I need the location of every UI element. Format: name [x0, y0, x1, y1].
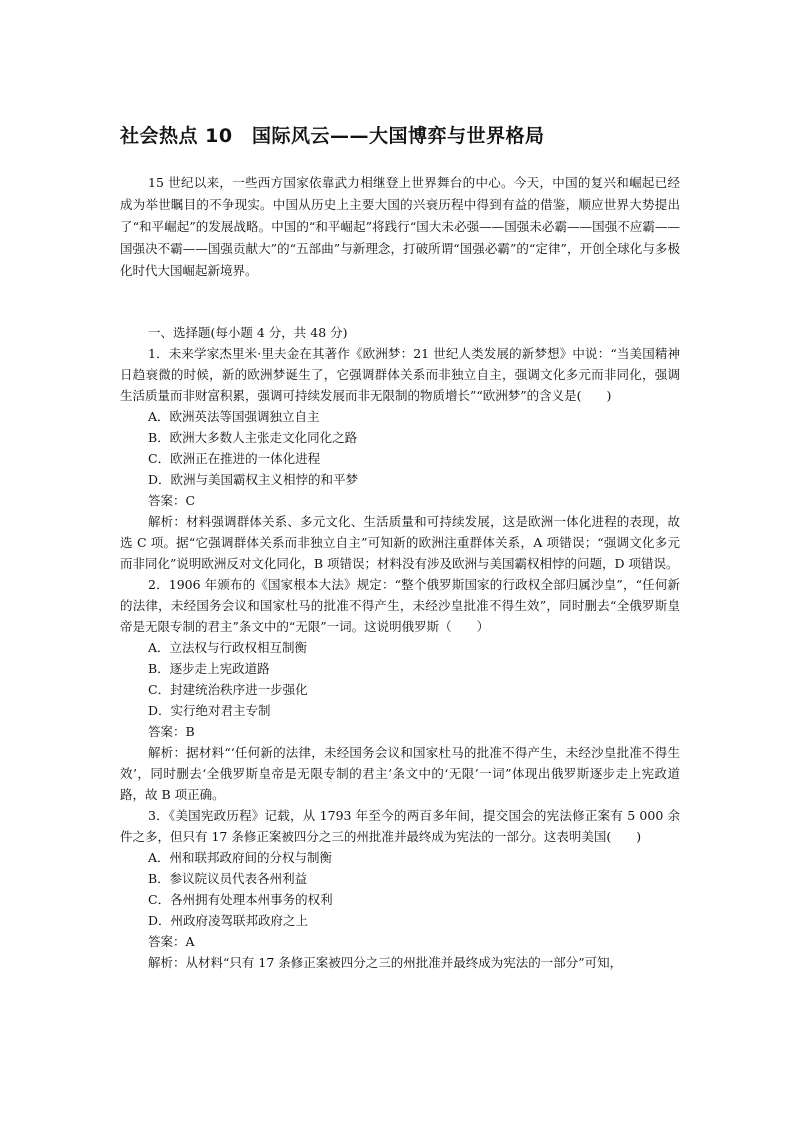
analysis: 解析：从材料“只有 17 条修正案被四分之三的州批准并最终成为宪法的一部分”可知， — [148, 955, 623, 970]
option-d: D．州政府凌驾联邦政府之上 — [148, 913, 309, 928]
option-a: A．州和联邦政府间的分权与制衡 — [148, 850, 333, 865]
section-heading: 一、选择题(每小题 4 分，共 48 分) — [148, 325, 348, 340]
question-1 — [120, 343, 680, 574]
question-stem: 2．1906 年颁布的《国家根本大法》规定：“整个俄罗斯国家的行政权全部归属沙皇”，“任何新的法律，未经国务会议和国家杜马的批准不得产生，未经沙皇批准不得生效”，同时删去“全俄罗斯皇帝是无限专制的君主”条文中的“无限”一词。这说明俄罗斯（ ） — [120, 577, 680, 634]
question-stem: 3．《美国宪政历程》记载，从 1793 年至今的两百多年间，提交国会的宪法修正案有 5 000 余件之多，但只有 17 条修正案被四分之三的州批准并最终成为宪法的一部分。这表明美国( ) — [120, 808, 680, 844]
option-a: A．欧洲英法等国强调独立自主 — [148, 409, 320, 424]
option-a: A．立法权与行政权相互制衡 — [148, 640, 308, 655]
option-b: B．逐步走上宪政道路 — [148, 661, 270, 676]
option-d: D．实行绝对君主专制 — [148, 703, 271, 718]
option-b: B．欧洲大多数人主张走文化同化之路 — [148, 430, 358, 445]
page-title: 社会热点 10 国际风云——大国博弈与世界格局 — [120, 125, 545, 147]
answer: 答案：C — [148, 493, 196, 508]
intro-paragraph: 15 世纪以来，一些西方国家依靠武力相继登上世界舞台的中心。今天，中国的复兴和崛起已经成为举世瞩目的不争现实。中国从历史上主要大国的兴衰历程中得到有益的借鉴，顺应世界大势提出了“和平崛起”的发展战略。中国的“和平崛起”将践行“国大未必强——国强未必霸——国强不应霸——国强决不霸——国强贡献大”的“五部曲”与新理念，打破所谓“国强必霸”的“定律”，开创全球化与多极化时代大国崛起新境界。 — [120, 175, 680, 278]
analysis: 解析：据材料“‘任何新的法律，未经国务会议和国家杜马的批准不得产生，未经沙皇批准不得生效’，同时删去‘全俄罗斯皇帝是无限专制的君主’条文中的‘无限’一词”体现出俄罗斯逐步走上宪政道路，故 B 项正确。 — [120, 745, 680, 802]
question-stem: 1．未来学家杰里米·里夫金在其著作《欧洲梦：21 世纪人类发展的新梦想》中说：“当美国精神日趋衰微的时候，新的欧洲梦诞生了，它强调群体关系而非独立自主，强调文化多元而非同化，强调生活质量而非财富积累，强调可持续发展而非无限制的物质增长”“欧洲梦”的含义是( ) — [120, 346, 680, 403]
question-3 — [120, 805, 680, 973]
document-page — [120, 122, 680, 973]
spacer — [120, 282, 680, 322]
question-2 — [120, 574, 680, 805]
option-c: C．各州拥有处理本州事务的权利 — [148, 892, 333, 907]
option-c: C．封建统治秩序进一步强化 — [148, 682, 308, 697]
answer: 答案：A — [148, 934, 195, 949]
answer: 答案：B — [148, 724, 195, 739]
option-d: D．欧洲与美国霸权主义相悖的和平梦 — [148, 472, 359, 487]
analysis: 解析：材料强调群体关系、多元文化、生活质量和可持续发展，这是欧洲一体化进程的表现，故选 C 项。据“它强调群体关系而非独立自主”可知新的欧洲注重群体关系，A 项错误；“强调文化多元而非同化”说明欧洲反对文化同化，B 项错误；材料没有涉及欧洲与美国霸权相悖的问题，D 项错误。 — [120, 514, 680, 571]
option-b: B．参议院议员代表各州利益 — [148, 871, 308, 886]
option-c: C．欧洲正在推进的一体化进程 — [148, 451, 321, 466]
